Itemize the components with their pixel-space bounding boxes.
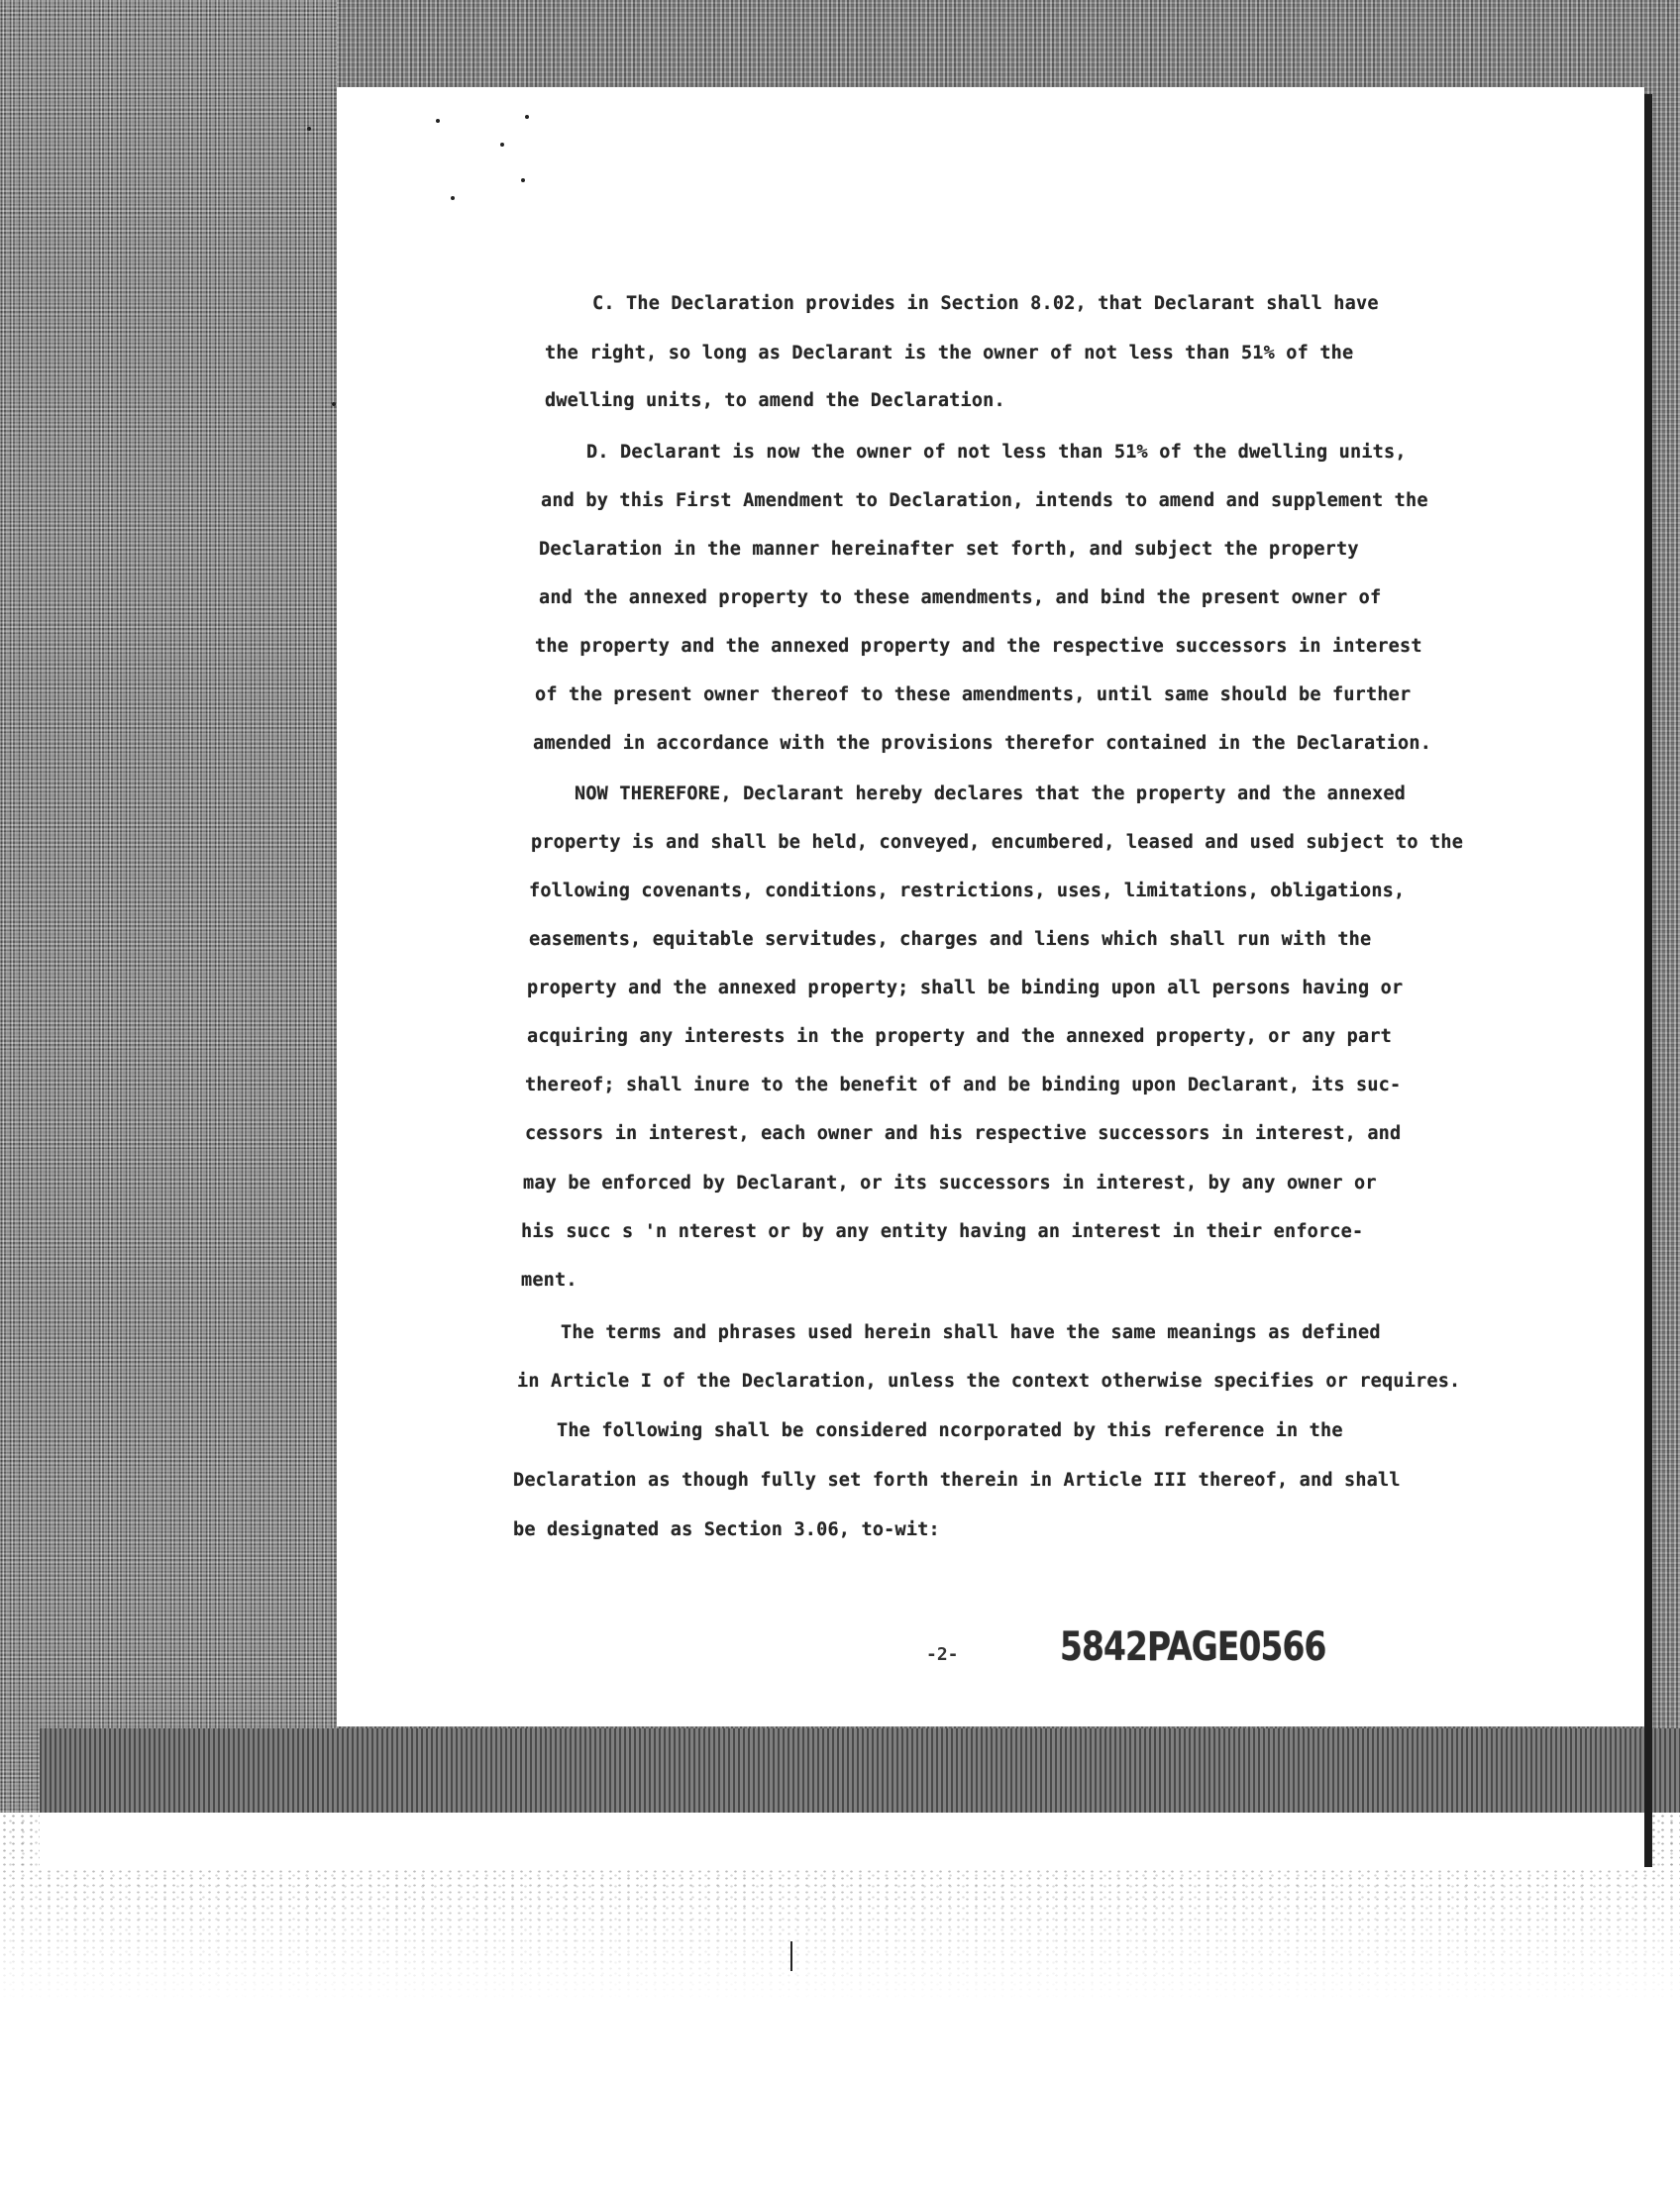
text-line: property and the annexed property; shall be binding upon all persons having or	[527, 978, 1404, 998]
text-line: thereof; shall inure to the benefit of and be binding upon Declarant, its suc-	[525, 1075, 1402, 1095]
text-line: of the present owner thereof to these amendments, until same should be further	[535, 684, 1412, 705]
text-line: his succ s 'n nterest or by any entity having an interest in their enforce-	[521, 1221, 1364, 1242]
dust-speck	[525, 115, 529, 119]
text-line: property is and shall be held, conveyed, encumbered, leased and used subject to the	[531, 832, 1464, 853]
text-line: cessors in interest, each owner and his respective successors in interest, and	[525, 1123, 1402, 1144]
text-line: following covenants, conditions, restrictions, uses, limitations, obligations,	[529, 881, 1406, 901]
dust-speck	[521, 178, 525, 182]
photocopy-bottom-band	[40, 1728, 1680, 1813]
text-line: easements, equitable servitudes, charges and liens which shall run with the	[529, 929, 1372, 950]
text-line: and by this First Amendment to Declaration, intends to amend and supplement the	[541, 490, 1428, 511]
text-line: acquiring any interests in the property and the annexed property, or any part	[527, 1026, 1393, 1047]
text-line: Declaration in the manner hereinafter set forth, and subject the property	[539, 539, 1359, 560]
text-line: C. The Declaration provides in Section 8.02, that Declarant shall have	[592, 293, 1379, 314]
text-line: dwelling units, to amend the Declaration.	[545, 390, 1005, 411]
text-line: the property and the annexed property and the respective successors in interest	[535, 636, 1422, 657]
photocopy-left-margin-noise	[0, 0, 337, 1813]
text-line: and the annexed property to these amendments, and bind the present owner of	[539, 587, 1382, 608]
dust-speck	[332, 402, 336, 406]
page-number: -2-	[926, 1644, 959, 1665]
photocopy-right-edge	[1644, 94, 1652, 1867]
dust-speck	[500, 143, 504, 147]
text-line: The terms and phrases used herein shall have the same meanings as defined	[561, 1322, 1381, 1343]
text-line: ment.	[521, 1270, 578, 1291]
text-line: D. Declarant is now the owner of not less than 51% of the dwelling units,	[586, 442, 1407, 463]
book-page-stamp: 5842PAGE0566	[1060, 1624, 1326, 1670]
text-line: Declaration as though fully set forth therein in Article III thereof, and shall	[513, 1470, 1401, 1491]
text-line: NOW THEREFORE, Declarant hereby declares that the property and the annexed	[575, 783, 1407, 804]
dust-speck	[307, 127, 311, 131]
text-line: may be enforced by Declarant, or its successors in interest, by any owner or	[523, 1173, 1377, 1194]
stray-mark	[790, 1941, 792, 1971]
document-page	[337, 87, 1644, 1726]
text-line: be designated as Section 3.06, to-wit:	[513, 1519, 940, 1540]
text-line: in Article I of the Declaration, unless the context otherwise specifies or requires.	[517, 1371, 1461, 1392]
dust-speck	[451, 196, 455, 200]
dust-speck	[436, 119, 440, 123]
text-line: The following shall be considered ncorporated by this reference in the	[557, 1420, 1343, 1441]
text-line: the right, so long as Declarant is the owner of not less than 51% of the	[545, 343, 1354, 364]
text-line: amended in accordance with the provisions therefor contained in the Declaration.	[533, 733, 1432, 754]
photocopy-white-strip	[40, 1813, 1644, 1867]
